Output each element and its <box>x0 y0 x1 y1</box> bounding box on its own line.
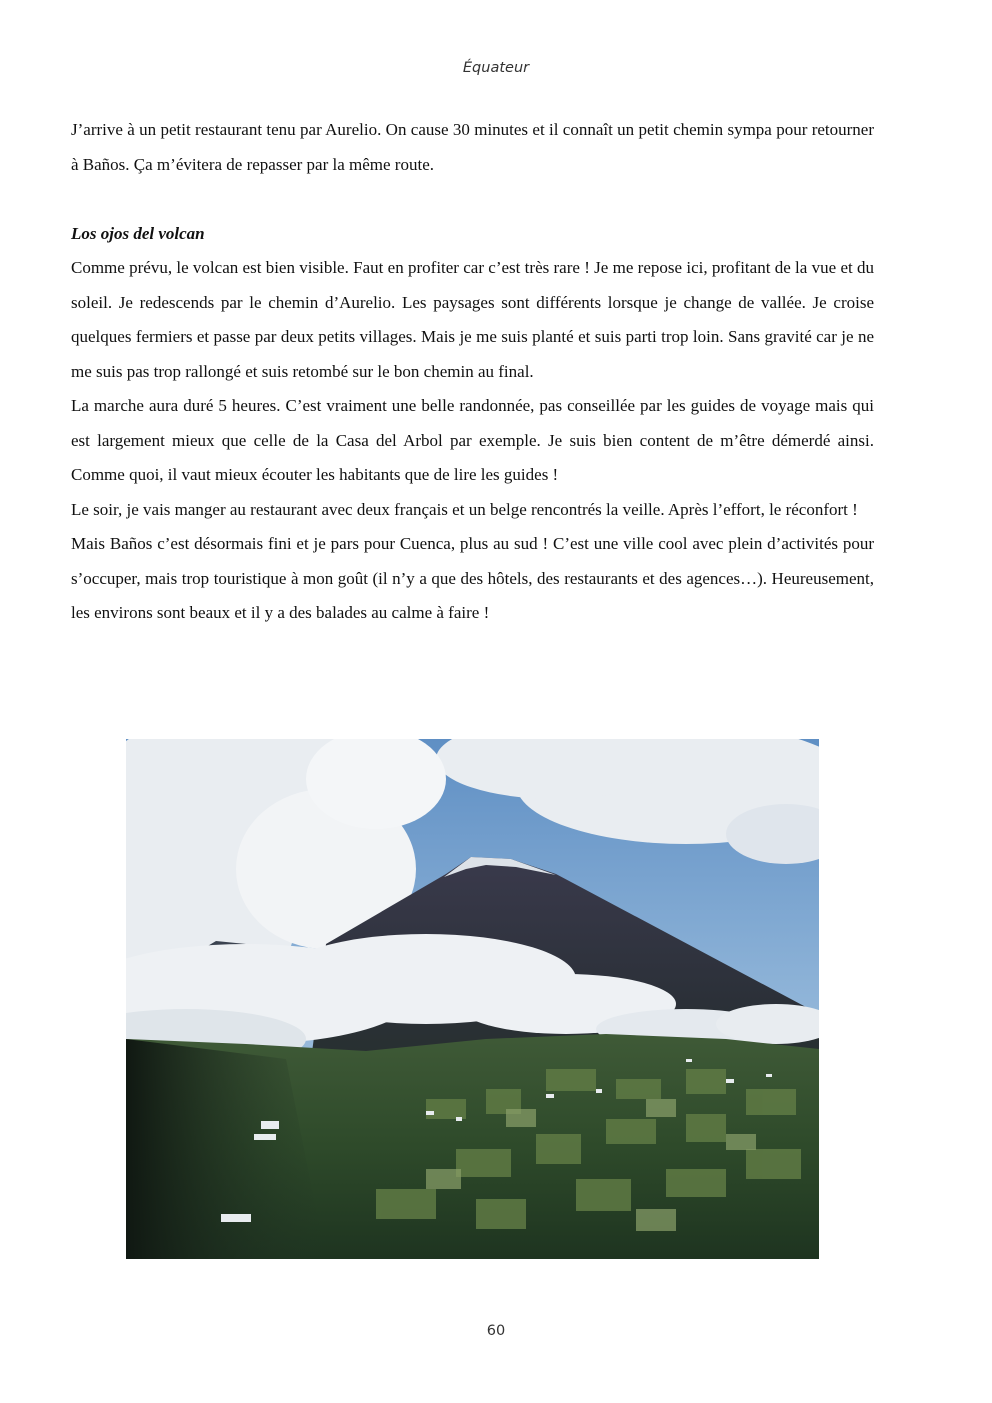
paragraph: Mais Baños c’est désormais fini et je pars pour Cuenca, plus au sud ! C’est une ville cool avec plein d’activités pour s’occuper, mais trop touristique à mon goût (il n’y a que des hôtels, des restaurants et des agences…). Heureusement, les environs sont beaux et il y a des balades au calme à faire ! <box>71 534 874 622</box>
running-header: Équateur <box>462 60 530 76</box>
paragraph: Le soir, je vais manger au restaurant avec deux français et un belge rencontrés la veille. Après l’effort, le réconfort ! <box>71 499 858 519</box>
paragraph: Comme prévu, le volcan est bien visible. Faut en profiter car c’est très rare ! Je me repose ici, profitant de la vue et du soleil. Je redescends par le chemin d’Aurelio. Les paysages sont différents lorsque je change de vallée. Je croise quelques fermiers et passe par deux petits villages. Mais je me suis planté et suis parti trop loin. Sans gravité car je ne me suis pas trop rallongé et suis retombé sur le bon chemin au final. <box>71 258 874 381</box>
paragraph-intro: J’arrive à un petit restaurant tenu par Aurelio. On cause 30 minutes et il connaît un petit chemin sympa pour retourner à Baños. Ça m’évitera de repasser par la même route. <box>71 120 874 174</box>
body-text <box>71 113 874 631</box>
paragraph: La marche aura duré 5 heures. C’est vraiment une belle randonnée, pas conseillée par les guides de voyage mais qui est largement mieux que celle de la Casa del Arbol par exemple. Je suis bien content de m’être démerdé ainsi. Comme quoi, il vaut mieux écouter les habitants que de lire les guides ! <box>71 396 874 484</box>
page-number: 60 <box>486 1323 506 1339</box>
volcano-photo <box>126 739 819 1259</box>
section-title: Los ojos del volcan <box>71 223 205 243</box>
